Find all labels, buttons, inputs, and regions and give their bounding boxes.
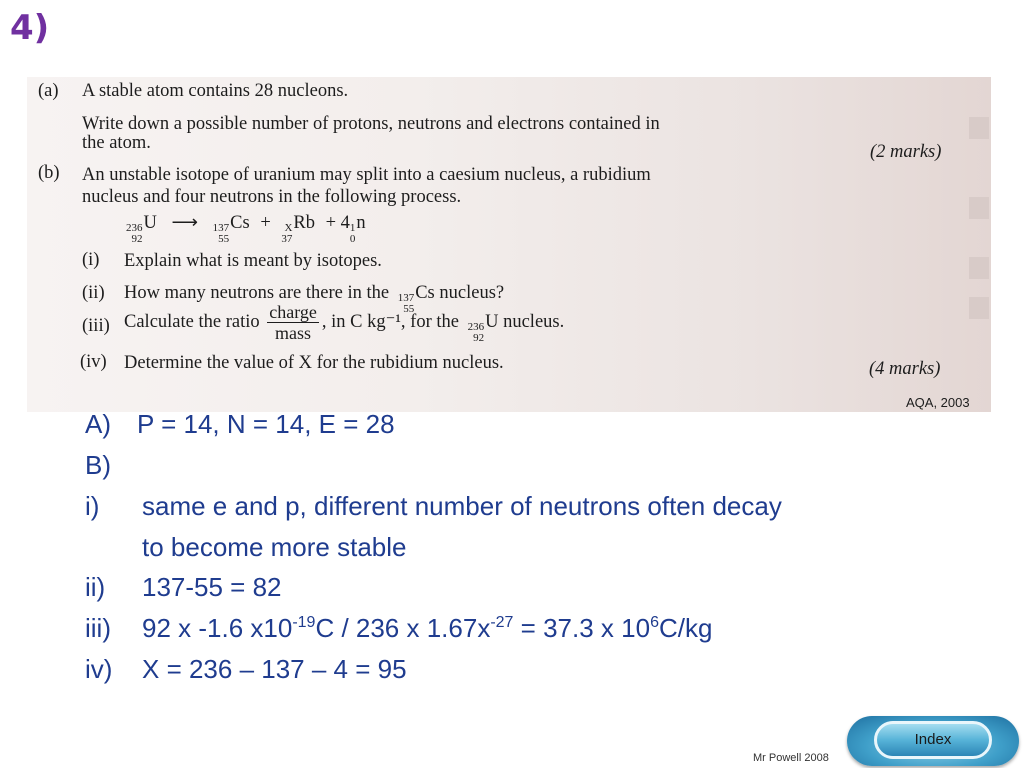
bleed-through-box: [969, 257, 989, 279]
question-b-iii-label: (iii): [82, 316, 110, 336]
answer-a-label: A): [85, 409, 111, 439]
atomic-number: 37: [281, 233, 293, 245]
mass-number: 236: [126, 222, 143, 234]
answer-text: C / 236 x 1.67x: [315, 613, 491, 643]
question-a-label: (a): [38, 81, 59, 101]
element-symbol: Cs: [230, 213, 250, 233]
element-symbol: U: [485, 311, 499, 332]
question-b-line1: An unstable isotope of uranium may split into a caesium nucleus, a rubidium: [82, 165, 651, 185]
element-symbol: Rb: [293, 213, 315, 233]
answer-b-i-line2: to become more stable: [142, 532, 407, 562]
element-symbol: U: [143, 213, 157, 233]
mass-number: 137: [397, 292, 415, 304]
caesium-nuclide: [213, 214, 250, 245]
exponent: -19: [292, 614, 316, 631]
atomic-number: 55: [403, 303, 415, 315]
atomic-number: 55: [218, 233, 230, 245]
question-a-line1: A stable atom contains 28 nucleons.: [82, 81, 349, 101]
answer-b-iv-label: iv): [85, 654, 113, 684]
question-a-line2: Write down a possible number of protons, neutrons and electrons contained in: [82, 114, 660, 134]
answer-text: = 37.3 x 10: [513, 613, 651, 643]
answer-text: C/kg: [658, 613, 713, 643]
answer-a-text: P = 14, N = 14, E = 28: [137, 409, 395, 439]
question-text: How many neutrons are there in the: [124, 283, 390, 303]
fission-equation: [126, 214, 366, 245]
mass-number: X: [284, 222, 293, 234]
question-text: nucleus?: [439, 283, 505, 303]
question-a-line3: the atom.: [82, 133, 151, 153]
answer-b-iii-label: iii): [85, 613, 111, 643]
uranium-nuclide: [126, 214, 157, 245]
question-text: , in C kg⁻¹, for the: [321, 311, 459, 332]
bleed-through-box: [969, 117, 989, 139]
bleed-through-box: [969, 297, 989, 319]
answer-b-iv-text: X = 236 – 137 – 4 = 95: [142, 654, 407, 684]
answer-b-i-line1: same e and p, different number of neutrons often decay: [142, 491, 782, 521]
atomic-number: 92: [473, 331, 485, 344]
atomic-number: 0: [349, 233, 356, 245]
plus-sign: +: [260, 213, 271, 233]
bleed-through-box: [969, 197, 989, 219]
question-b-i-text: Explain what is meant by isotopes.: [124, 251, 382, 271]
slide-number: 4): [10, 8, 50, 48]
question-b-ii-label: (ii): [82, 283, 105, 303]
mass-number: 137: [212, 222, 230, 234]
fraction-denominator: mass: [275, 323, 312, 343]
neutron-nuclide: [350, 214, 366, 245]
question-a-marks: (2 marks): [870, 142, 942, 162]
exponent: 6: [650, 614, 659, 631]
author-credit: Mr Powell 2008: [753, 752, 829, 764]
mass-number: 236: [467, 320, 485, 333]
answer-b-iii-text: [142, 615, 712, 641]
index-button-label[interactable]: Index: [914, 731, 952, 748]
mass-number: 1: [349, 222, 356, 234]
question-text: nucleus.: [503, 311, 565, 332]
question-source: AQA, 2003: [906, 395, 970, 410]
atomic-number: 92: [131, 233, 143, 245]
exponent: -27: [490, 614, 514, 631]
uranium-nuclide: [468, 313, 499, 344]
question-b-iv-text: Determine the value of X for the rubidium nucleus.: [124, 353, 504, 373]
fraction-numerator: charge: [269, 302, 317, 322]
question-text: Calculate the ratio: [124, 311, 260, 332]
charge-mass-fraction: [267, 303, 319, 342]
question-b-line2: nucleus and four neutrons in the following process.: [82, 187, 462, 207]
rubidium-nuclide: [281, 214, 315, 245]
question-b-i-label: (i): [82, 250, 100, 270]
question-b-label: (b): [38, 163, 60, 183]
element-symbol: Cs: [415, 283, 435, 303]
element-symbol: n: [356, 213, 366, 233]
answer-b-ii-label: ii): [85, 572, 106, 602]
answer-b-ii-text: 137-55 = 82: [142, 572, 282, 602]
question-b-iv-label: (iv): [80, 352, 107, 372]
answer-b-i-label: i): [85, 491, 100, 521]
neutron-coefficient: + 4: [325, 213, 350, 233]
question-b-iii-text: [124, 303, 564, 344]
reaction-arrow: ⟶: [171, 213, 199, 233]
question-b-marks: (4 marks): [869, 359, 941, 379]
answer-b-label: B): [85, 450, 111, 480]
answer-text: 92 x -1.6 x10: [142, 613, 293, 643]
